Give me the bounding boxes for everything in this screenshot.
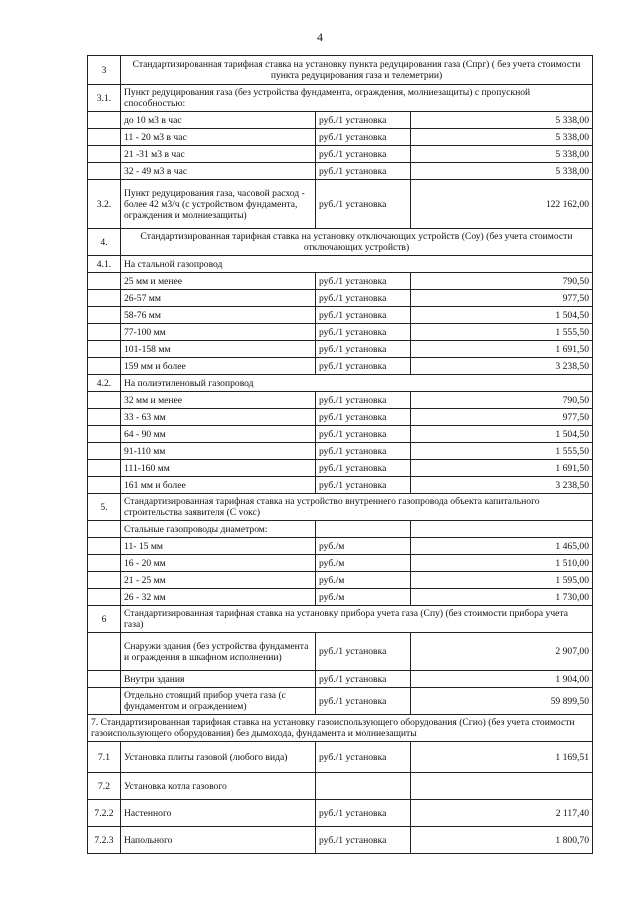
row-unit: руб./1 установка [316, 742, 411, 773]
row-label: Напольного [121, 827, 316, 854]
row-unit: руб./м [316, 572, 411, 589]
row-label: 32 мм и менее [121, 392, 316, 409]
row-value: 1 555,50 [411, 443, 593, 460]
table-row [88, 589, 593, 606]
row-number: 7.2.3 [88, 827, 121, 854]
row-label: 11 - 20 м3 в час [121, 129, 316, 146]
row-unit: руб./1 установка [316, 358, 411, 375]
row-value: 5 338,00 [411, 146, 593, 163]
subsection-title: На стальной газопровод [121, 256, 593, 273]
row-value: 3 238,50 [411, 358, 593, 375]
row-label: Пункт редуцирования газа, часовой расход - более 42 м3/ч (с устройством фундамента, ограждения и молниезащиты) [121, 180, 316, 229]
row-label: Установка плиты газовой (любого вида) [121, 742, 316, 773]
table-row [88, 290, 593, 307]
tariff-table [87, 55, 593, 854]
row-value: 1 169,51 [411, 742, 593, 773]
row-label: 21 - 25 мм [121, 572, 316, 589]
row-value: 2 117,40 [411, 800, 593, 827]
table-row [88, 538, 593, 555]
table-row [88, 521, 593, 538]
row-number: 7.2 [88, 773, 121, 800]
row-label: Снаружи здания (без устройства фундамента и ограждения в шкафном исполнении) [121, 633, 316, 671]
table-row [88, 742, 593, 773]
table-row [88, 555, 593, 572]
row-unit: руб./1 установка [316, 443, 411, 460]
row-number: 6 [88, 606, 121, 633]
row-number: 3 [88, 56, 121, 85]
section-title: Стандартизированная тарифная ставка на устройство внутреннего газопровода объекта капитального строительства заявителя (С vокс) [121, 494, 593, 521]
row-unit: руб./1 установка [316, 112, 411, 129]
row-unit: руб./1 установка [316, 392, 411, 409]
row-number: 3.2. [88, 180, 121, 229]
row-unit: руб./1 установка [316, 688, 411, 715]
row-unit: руб./1 установка [316, 146, 411, 163]
row-number: 7.2.2 [88, 800, 121, 827]
row-number: 4.2. [88, 375, 121, 392]
row-label: 159 мм и более [121, 358, 316, 375]
row-number: 5. [88, 494, 121, 521]
table-row [88, 426, 593, 443]
table-row [88, 715, 593, 742]
row-unit: руб./1 установка [316, 180, 411, 229]
row-unit: руб./1 установка [316, 409, 411, 426]
row-unit: руб./1 установка [316, 324, 411, 341]
row-value: 977,50 [411, 290, 593, 307]
row-unit: руб./1 установка [316, 800, 411, 827]
row-label: 26-57 мм [121, 290, 316, 307]
row-unit: руб./м [316, 555, 411, 572]
row-number: 7.1 [88, 742, 121, 773]
table-row [88, 56, 593, 85]
row-unit: руб./1 установка [316, 290, 411, 307]
table-row [88, 443, 593, 460]
row-label: 111-160 мм [121, 460, 316, 477]
table-row [88, 773, 593, 800]
row-number: 4. [88, 229, 121, 256]
row-value: 790,50 [411, 392, 593, 409]
row-value: 5 338,00 [411, 129, 593, 146]
row-unit: руб./1 установка [316, 307, 411, 324]
table-row [88, 572, 593, 589]
subsection-title: На полиэтиленовый газопровод [121, 375, 593, 392]
row-label: Отдельно стоящий прибор учета газа (с фундаментом и ограждением) [121, 688, 316, 715]
row-label: до 10 м3 в час [121, 112, 316, 129]
table-row [88, 146, 593, 163]
row-value: 790,50 [411, 273, 593, 290]
row-label: 11- 15 мм [121, 538, 316, 555]
table-row [88, 129, 593, 146]
row-value: 977,50 [411, 409, 593, 426]
table-row [88, 633, 593, 671]
row-label: 33 - 63 мм [121, 409, 316, 426]
row-value: 2 907,00 [411, 633, 593, 671]
row-value: 1 691,50 [411, 341, 593, 358]
table-row [88, 375, 593, 392]
table-row [88, 409, 593, 426]
row-value: 59 899,50 [411, 688, 593, 715]
row-label: 16 - 20 мм [121, 555, 316, 572]
row-label: Настенного [121, 800, 316, 827]
row-label: 21 -31 м3 в час [121, 146, 316, 163]
row-value: 1 510,00 [411, 555, 593, 572]
row-unit: руб./1 установка [316, 477, 411, 494]
section-title: Стандартизированная тарифная ставка на установку пункта редуцирования газа (Cпрг) ( без учета стоимости пункта редуцирования газа и телеметрии) [121, 56, 593, 85]
table-row [88, 606, 593, 633]
table-row [88, 800, 593, 827]
row-unit: руб./1 установка [316, 460, 411, 477]
section-title: Стандартизированная тарифная ставка на установку прибора учета газа (Cпу) (без стоимости прибора учета газа) [121, 606, 593, 633]
row-number: 4.1. [88, 256, 121, 273]
row-unit: руб./1 установка [316, 163, 411, 180]
table-row [88, 460, 593, 477]
row-label: Установка котла газового [121, 773, 316, 800]
row-value: 1 730,00 [411, 589, 593, 606]
row-unit: руб./1 установка [316, 633, 411, 671]
row-unit: руб./1 установка [316, 827, 411, 854]
subsection-title: Пункт редуцирования газа (без устройства фундамента, ограждения, молниезащиты) с пропускной способностью: [121, 85, 593, 112]
row-label: 25 мм и менее [121, 273, 316, 290]
row-label: Стальные газопроводы диаметром: [121, 521, 316, 538]
table-row [88, 112, 593, 129]
row-label: 161 мм и более [121, 477, 316, 494]
table-row [88, 494, 593, 521]
table-row [88, 358, 593, 375]
table-row [88, 827, 593, 854]
section-title: Стандартизированная тарифная ставка на установку отключающих устройств (Cоу) (без учета стоимости отключающих устройств) [121, 229, 593, 256]
row-label: Внутри здания [121, 671, 316, 688]
row-unit: руб./м [316, 589, 411, 606]
table-row [88, 307, 593, 324]
table-row [88, 688, 593, 715]
row-value: 1 504,50 [411, 307, 593, 324]
row-value: 1 465,00 [411, 538, 593, 555]
table-row [88, 671, 593, 688]
row-label: 32 - 49 м3 в час [121, 163, 316, 180]
row-value: 1 800,70 [411, 827, 593, 854]
row-value: 1 504,50 [411, 426, 593, 443]
page-number: 4 [317, 30, 323, 44]
table-row [88, 477, 593, 494]
row-unit: руб./м [316, 538, 411, 555]
row-label: 26 - 32 мм [121, 589, 316, 606]
table-row [88, 85, 593, 112]
row-value: 1 595,00 [411, 572, 593, 589]
row-label: 91-110 мм [121, 443, 316, 460]
table-row [88, 341, 593, 358]
row-value: 1 904,00 [411, 671, 593, 688]
row-unit: руб./1 установка [316, 273, 411, 290]
row-unit: руб./1 установка [316, 341, 411, 358]
row-unit: руб./1 установка [316, 671, 411, 688]
row-unit: руб./1 установка [316, 426, 411, 443]
row-value: 5 338,00 [411, 163, 593, 180]
row-value: 3 238,50 [411, 477, 593, 494]
table-row [88, 324, 593, 341]
row-number: 3.1. [88, 85, 121, 112]
row-value: 1 555,50 [411, 324, 593, 341]
table-row [88, 229, 593, 256]
row-label: 101-158 мм [121, 341, 316, 358]
row-value: 1 691,50 [411, 460, 593, 477]
row-label: 77-100 мм [121, 324, 316, 341]
table-row [88, 392, 593, 409]
row-value: 122 162,00 [411, 180, 593, 229]
table-row [88, 163, 593, 180]
table-row [88, 256, 593, 273]
table-row [88, 273, 593, 290]
table-row [88, 180, 593, 229]
row-value: 5 338,00 [411, 112, 593, 129]
row-unit: руб./1 установка [316, 129, 411, 146]
row-label: 58-76 мм [121, 307, 316, 324]
row-label: 64 - 90 мм [121, 426, 316, 443]
section-title: 7. Стандартизированная тарифная ставка на установку газоиспользующего оборудования (Cгио) (без учета стоимости газоиспользующего оборудования) без дымохода, фундамента и молниезащиты [88, 715, 593, 742]
